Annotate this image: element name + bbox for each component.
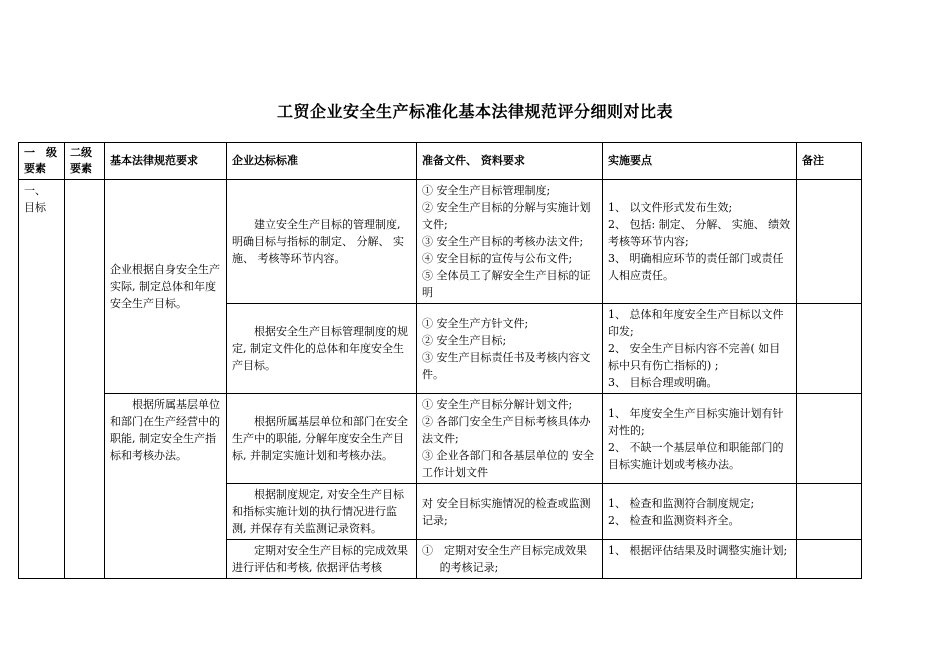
point-item: 2、 包括: 制定、 分解、 实施、 绩效考核等环节内容; bbox=[608, 218, 791, 248]
point-item: 1、 根据评估结果及时调整实施计划; bbox=[608, 544, 788, 557]
doc-item: ③ 安生产目标责任书及考核内容文件。 bbox=[422, 350, 591, 381]
doc-item: ③ 安全生产目标的考核办法文件; bbox=[422, 235, 584, 248]
doc-item: ③ 企业各部门和各基层单位的 安全工作计划文件 bbox=[422, 449, 594, 479]
remarks-cell bbox=[797, 540, 862, 579]
header-row bbox=[19, 143, 862, 180]
doc-item: ① 安全生产方针文件; bbox=[422, 316, 529, 330]
points-cell bbox=[603, 484, 797, 540]
standard-cell: 建立安全生产目标的管理制度, 明确目标与指标的制定、 分解、 实施、 考核等环节内容。 bbox=[227, 180, 417, 304]
point-item: 2、 不缺一个基层单位和职能部门的目标实施计划或考核办法。 bbox=[608, 440, 784, 471]
doc-item: ② 安全生产目标; bbox=[422, 333, 507, 347]
comparison-table bbox=[18, 142, 862, 579]
point-item: 3、 明确相应环节的责任部门或责任人相应责任。 bbox=[608, 252, 784, 282]
doc-item: ④ 安全目标的宣传与公布文件; bbox=[422, 252, 573, 265]
legal-requirement-cell bbox=[105, 394, 227, 579]
standard-cell: 根据制度规定, 对安全生产目标和指标实施计划的执行情况进行监测, 并保存有关监测记录资料。 bbox=[227, 484, 417, 540]
header-standard: 企业达标标准 bbox=[227, 143, 417, 180]
doc-item: ⑤ 全体员工了解安全生产目标的证明 bbox=[422, 269, 591, 299]
points-cell bbox=[603, 180, 797, 304]
legal-requirement-text: 企业根据自身安全生产实际, 制定总体和年度安全生产目标。 bbox=[110, 263, 220, 310]
level2-cell bbox=[65, 180, 105, 579]
header-points: 实施要点 bbox=[603, 143, 797, 180]
docs-cell bbox=[417, 180, 603, 304]
points-cell bbox=[603, 394, 797, 484]
table-row bbox=[19, 394, 862, 484]
remarks-cell bbox=[797, 180, 862, 304]
doc-item: ① 定期对安全生产目标完成效果的考核记录; bbox=[422, 544, 587, 574]
legal-requirement-text: 根据所属基层单位和部门在生产经营中的职能, 制定安全生产指标和考核办法。 bbox=[110, 398, 220, 462]
standard-cell: 根据所属基层单位和部门在安全生产中的职能, 分解年度安全生产目标, 并制定实施计划和考核办法。 bbox=[227, 394, 417, 484]
docs-cell bbox=[417, 540, 603, 579]
point-item: 1、 检查和监测符合制度规定; bbox=[608, 496, 755, 510]
point-item: 2、 安全生产目标内容不完善( 如目标中只有伤亡指标的) ; bbox=[608, 342, 781, 372]
document-title: 工贸企业安全生产标准化基本法律规范评分细则对比表 bbox=[276, 102, 673, 121]
remarks-cell bbox=[797, 304, 862, 394]
doc-item: ① 安全生产目标分解计划文件; bbox=[422, 398, 573, 411]
docs-cell bbox=[417, 394, 603, 484]
docs-cell bbox=[417, 304, 603, 394]
doc-item: ① 安全生产目标管理制度; bbox=[422, 184, 551, 197]
doc-item: ② 各部门安全生产目标考核具体办法文件; bbox=[422, 415, 591, 445]
header-remarks: 备注 bbox=[797, 143, 862, 180]
point-item: 3、 目标合理或明确。 bbox=[608, 376, 718, 389]
point-item: 1、 总体和年度安全生产目标以文件印发; bbox=[608, 308, 784, 338]
remarks-cell bbox=[797, 394, 862, 484]
point-item: 1、 以文件形式发布生效; bbox=[608, 201, 733, 214]
remarks-cell bbox=[797, 484, 862, 540]
header-level2: 二级要素 bbox=[65, 143, 105, 180]
docs-cell bbox=[417, 484, 603, 540]
doc-item: ② 安全生产目标的分解与实施计划文件; bbox=[422, 201, 591, 231]
points-cell bbox=[603, 540, 797, 579]
point-item: 1、 年度安全生产目标实施计划有针对性的; bbox=[608, 406, 784, 437]
standard-cell: 根据安全生产目标管理制度的规定, 制定文件化的总体和年度安全生产目标。 bbox=[227, 304, 417, 394]
header-docs: 准备文件、 资料要求 bbox=[417, 143, 603, 180]
level1-cell bbox=[19, 180, 65, 579]
legal-requirement-cell bbox=[105, 180, 227, 394]
level1-element: 一、 目标 bbox=[24, 184, 46, 214]
standard-cell: 定期对安全生产目标的完成效果进行评估和考核, 依据评估考核 bbox=[227, 540, 417, 579]
header-level1: 一 级要素 bbox=[19, 143, 65, 180]
points-cell bbox=[603, 304, 797, 394]
header-legal: 基本法律规范要求 bbox=[105, 143, 227, 180]
table-row bbox=[19, 180, 862, 304]
point-item: 2、 检查和监测资料齐全。 bbox=[608, 513, 740, 527]
doc-item: 对 安全目标实施情况的检查或监测记录; bbox=[422, 496, 591, 527]
